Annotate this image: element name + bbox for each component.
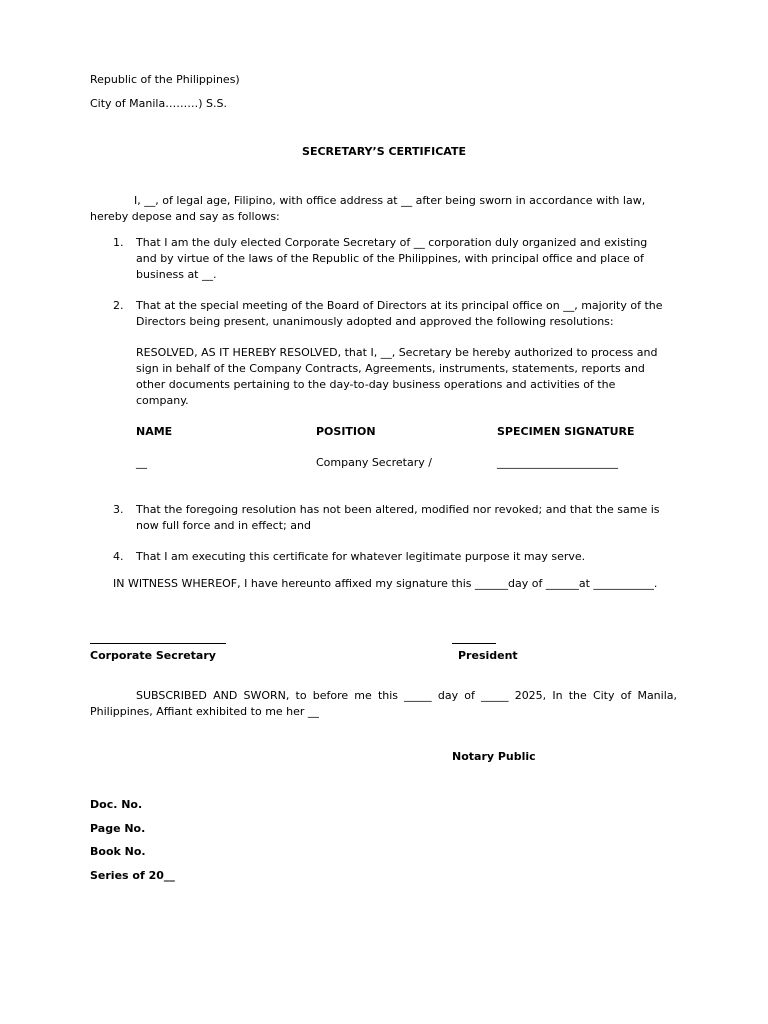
signatory-secretary: Corporate Secretary	[90, 649, 216, 662]
sig-row-specimen: ______________________	[497, 456, 618, 469]
sig-row-name: __	[136, 456, 147, 469]
signature-line-president	[452, 643, 496, 644]
item-text-3: That the foregoing resolution has not been altered, modified nor revoked; and that the same is now full force and in effect; and	[136, 503, 660, 532]
item-text-1: That I am the duly elected Corporate Secretary of __ corporation duly organized and existing and by virtue of the laws of the Republic of the Philippines, with principal office and place of business at __.	[136, 236, 648, 281]
item-number-4: 4.	[113, 550, 124, 563]
book-no-label: Book No.	[90, 845, 146, 858]
intro-lead: I, __, of legal age, Filipino, with office address at __ after being sworn in accordance with law,	[134, 194, 646, 207]
sig-header-name: NAME	[136, 425, 173, 438]
intro-cont: hereby depose and say as follows:	[90, 210, 280, 223]
notary-public-label: Notary Public	[452, 750, 536, 763]
item-number-1: 1.	[113, 236, 124, 249]
jurat-lead: SUBSCRIBED AND SWORN, to before me this _____ day of _____ 2025, In the City of Manila,	[136, 689, 677, 702]
signatory-president: President	[458, 649, 518, 662]
intro-paragraph	[90, 193, 678, 225]
jurat-cont: Philippines, Affiant exhibited to me her __	[90, 705, 319, 718]
item-number-3: 3.	[113, 503, 124, 516]
series-label: Series of 20__	[90, 869, 175, 882]
sig-row-position: Company Secretary /	[316, 456, 432, 469]
item-number-2: 2.	[113, 299, 124, 312]
venue-republic: Republic of the Philippines)	[90, 73, 240, 86]
sig-header-position: POSITION	[316, 425, 376, 438]
venue-city: City of Manila………) S.S.	[90, 97, 227, 110]
signature-line-secretary	[90, 643, 226, 644]
doc-no-label: Doc. No.	[90, 798, 143, 811]
page-no-label: Page No.	[90, 822, 146, 835]
jurat-paragraph	[90, 688, 677, 720]
item-text-4: That I am executing this certificate for whatever legitimate purpose it may serve.	[136, 550, 586, 563]
item-text-2: That at the special meeting of the Board of Directors at its principal office on __, majority of the Directors being present, unanimously adopted and approved the following resolutions:	[136, 299, 663, 328]
document-title: SECRETARY’S CERTIFICATE	[302, 145, 466, 158]
sig-header-specimen: SPECIMEN SIGNATURE	[497, 425, 635, 438]
resolution-paragraph: RESOLVED, AS IT HEREBY RESOLVED, that I, __, Secretary be hereby authorized to process and sign in behalf of the Company Contracts, Agreements, instruments, statements, reports and other documents pertaining to the day-to-day business operations and activities of the company.	[136, 346, 658, 407]
witness-clause: IN WITNESS WHEREOF, I have hereunto affixed my signature this ______day of ______at ___________.	[113, 577, 658, 590]
